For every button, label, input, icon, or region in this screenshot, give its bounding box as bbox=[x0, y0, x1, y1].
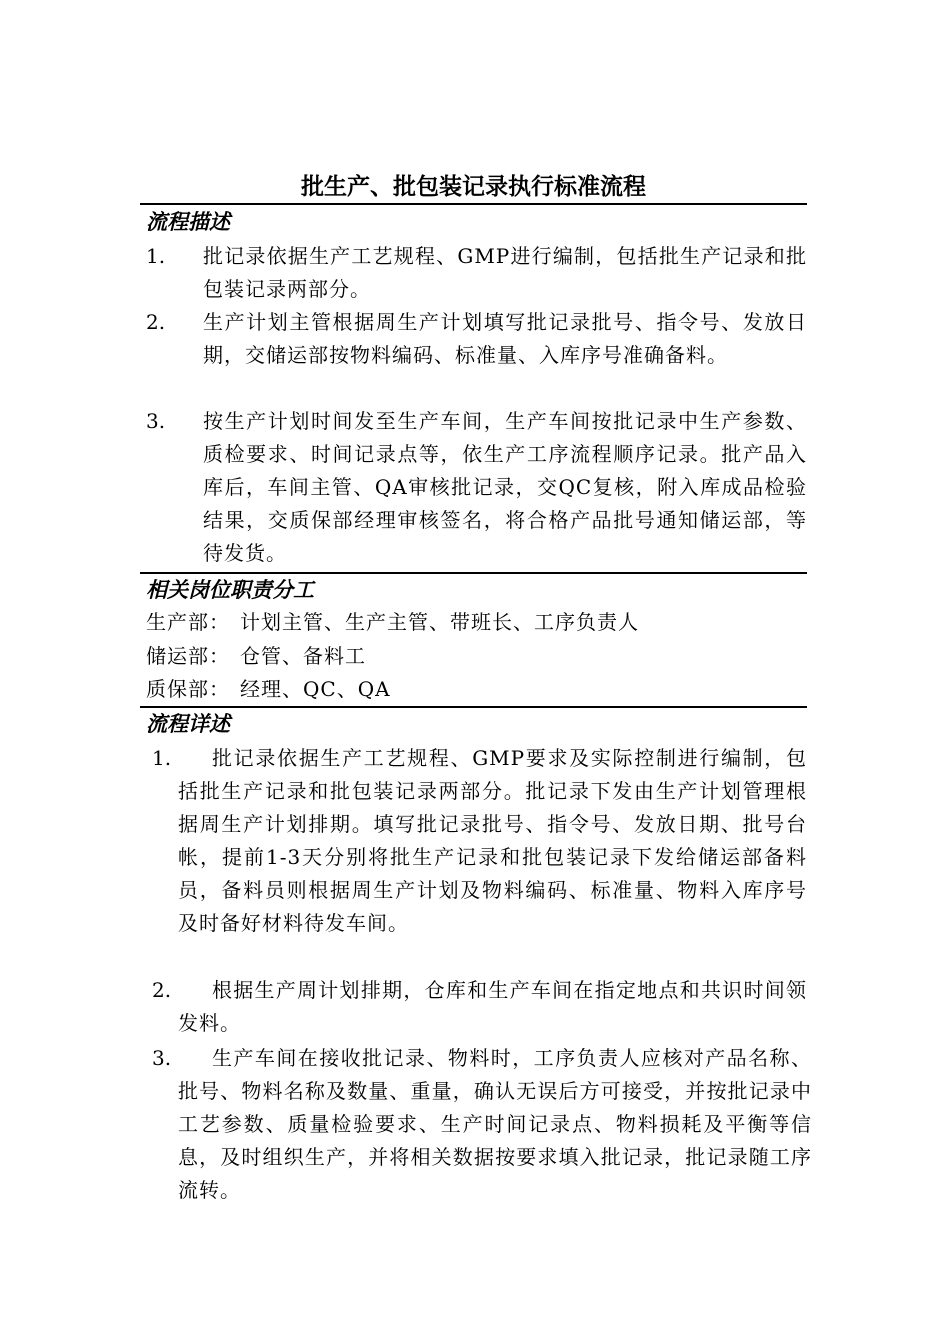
section-heading-details: 流程详述 bbox=[146, 711, 230, 736]
roles-rule bbox=[140, 706, 807, 708]
role-duties: 计划主管、生产主管、带班长、工序负责人 bbox=[240, 610, 639, 634]
role-dept: 储运部： bbox=[146, 644, 230, 668]
role-row-production bbox=[146, 606, 639, 639]
details-item-1-number: 1. bbox=[152, 746, 172, 770]
role-duties: 仓管、备料工 bbox=[240, 644, 366, 668]
description-item-3-number: 3. bbox=[146, 409, 166, 433]
details-item-3-text: 生产车间在接收批记录、物料时，工序负责人应核对产品名称、批号、物料名称及数量、重量，确认无误后方可接受，并按批记录中工艺参数、质量检验要求、生产时间记录点、物料损耗及平衡等信息，及时组织生产，并将相关数据按要求填入批记录，批记录随工序流转。 bbox=[178, 1046, 812, 1202]
role-row-storage bbox=[146, 640, 366, 673]
description-item-3-text: 按生产计划时间发至生产车间，生产车间按批记录中生产参数、质检要求、时间记录点等，依生产工序流程顺序记录。批产品入库后，车间主管、QA审核批记录，交QC复核，附入库成品检验结果，交质保部经理审核签名，将合格产品批号通知储运部，等待发货。 bbox=[203, 409, 807, 565]
description-rule bbox=[140, 572, 807, 574]
document-title: 批生产、批包装记录执行标准流程 bbox=[301, 174, 646, 200]
role-duties: 经理、QC、QA bbox=[240, 677, 391, 701]
description-item-2-number: 2. bbox=[146, 310, 166, 334]
details-item-3-number: 3. bbox=[152, 1046, 172, 1070]
description-item-2-text: 生产计划主管根据周生产计划填写批记录批号、指令号、发放日期，交储运部按物料编码、标准量、入库序号准确备料。 bbox=[203, 310, 807, 367]
section-heading-description: 流程描述 bbox=[146, 209, 230, 234]
section-heading-roles: 相关岗位职责分工 bbox=[146, 577, 314, 602]
title-rule bbox=[140, 203, 807, 205]
details-item-2-number: 2. bbox=[152, 978, 172, 1002]
details-item-1-text: 批记录依据生产工艺规程、GMP要求及实际控制进行编制，包括批生产记录和批包装记录两部分。批记录下发由生产计划管理根据周生产计划排期。填写批记录批号、指令号、发放日期、批号台帐，提前1-3天分别将批生产记录和批包装记录下发给储运部备料员，备料员则根据周生产计划及物料编码、标准量、物料入库序号及时备好材料待发车间。 bbox=[178, 746, 807, 935]
role-dept: 生产部： bbox=[146, 610, 230, 634]
description-item-1-number: 1. bbox=[146, 244, 166, 268]
role-dept: 质保部： bbox=[146, 677, 230, 701]
description-item-1-text: 批记录依据生产工艺规程、GMP进行编制，包括批生产记录和批包装记录两部分。 bbox=[203, 244, 807, 301]
role-row-quality bbox=[146, 673, 391, 706]
details-item-2-text: 根据生产周计划排期，仓库和生产车间在指定地点和共识时间领发料。 bbox=[178, 978, 807, 1035]
